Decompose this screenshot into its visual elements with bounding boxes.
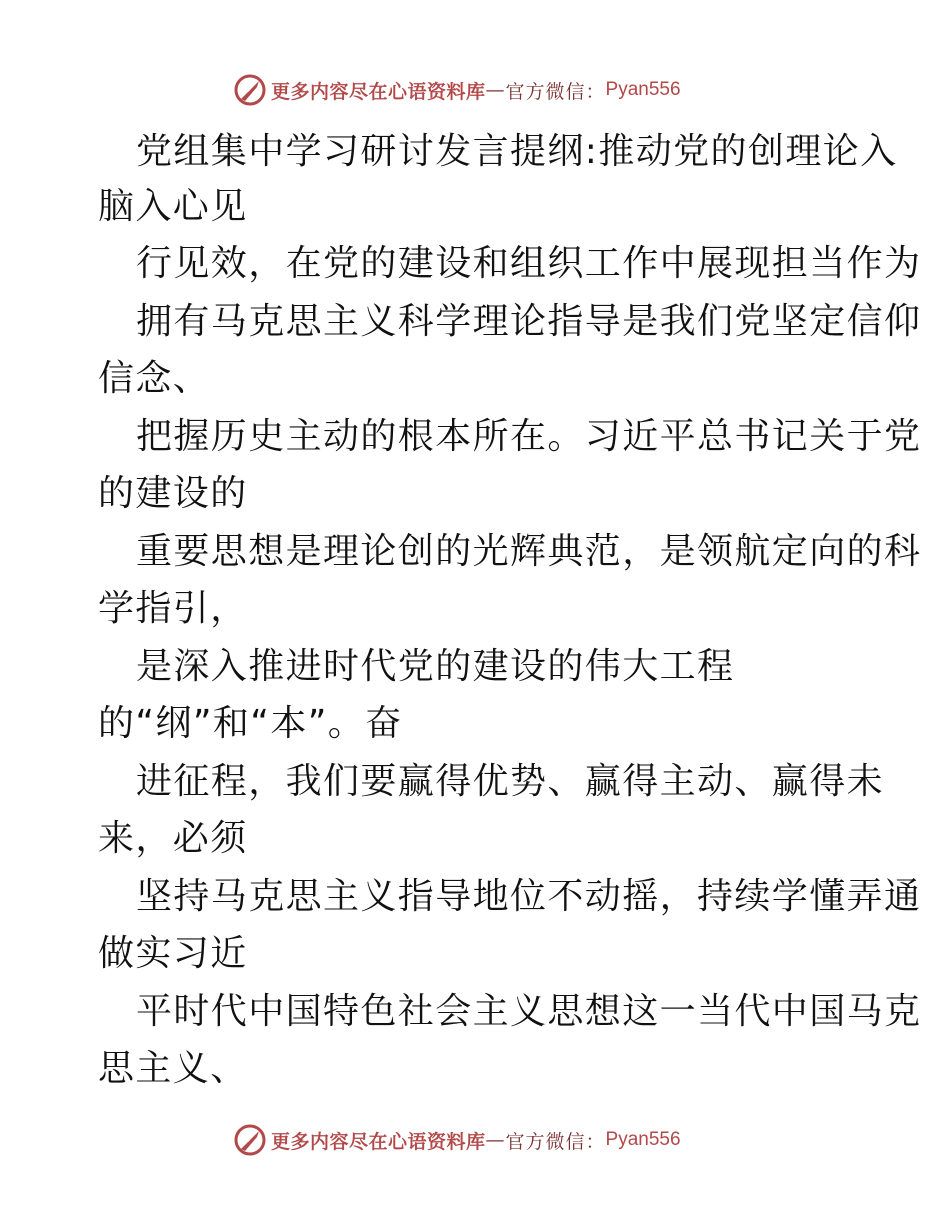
body-line: 平时代中国特色社会主义思想这一当代中国马克 [136,991,922,1032]
body-line: 行见效，在党的建设和组织工作中展现担当作为 [136,243,922,284]
watermark-site-text: 更多内容尽在心语资料库 [271,1130,486,1153]
body-line: 党组集中学习研讨发言提纲:推动党的创理论入 [136,131,898,172]
watermark-wechat-id: Pyan556 [605,79,681,100]
body-line: 拥有马克思主义科学理论指导是我们党坚定信仰 [136,301,922,342]
body-line: 坚持马克思主义指导地位不动摇，持续学懂弄通 [136,876,922,917]
pen-logo-icon [233,1123,267,1157]
watermark-wechat-id: Pyan556 [605,1129,681,1150]
watermark-site-text: 更多内容尽在心语资料库 [271,80,486,103]
body-line: 来，必须 [98,818,248,859]
body-line: 重要思想是理论创的光辉典范，是领航定向的科 [136,531,922,572]
body-line: 学指引， [98,588,248,629]
body-line: 进征程，我们要赢得优势、赢得主动、赢得未 [136,761,885,802]
body-line: 信念、 [98,358,211,399]
body-line: 做实习近 [98,933,248,974]
body-line: 把握历史主动的根本所在。习近平总书记关于党 [136,416,922,457]
body-line: 脑入心见 [98,186,248,227]
body-line: 的“纲”和“本”。奋 [98,703,403,744]
watermark-official-label: 官方微信： [505,80,606,103]
body-line: 是深入推进时代党的建设的伟大工程 [136,646,735,687]
body-line: 思主义、 [98,1048,248,1089]
body-line: 的建设的 [98,473,248,514]
watermark-dash: — [485,1129,506,1151]
pen-logo-icon [233,73,267,107]
watermark-official-label: 官方微信： [505,1130,606,1153]
header-watermark [233,72,681,108]
watermark-dash: — [485,79,506,101]
footer-watermark [233,1122,681,1158]
